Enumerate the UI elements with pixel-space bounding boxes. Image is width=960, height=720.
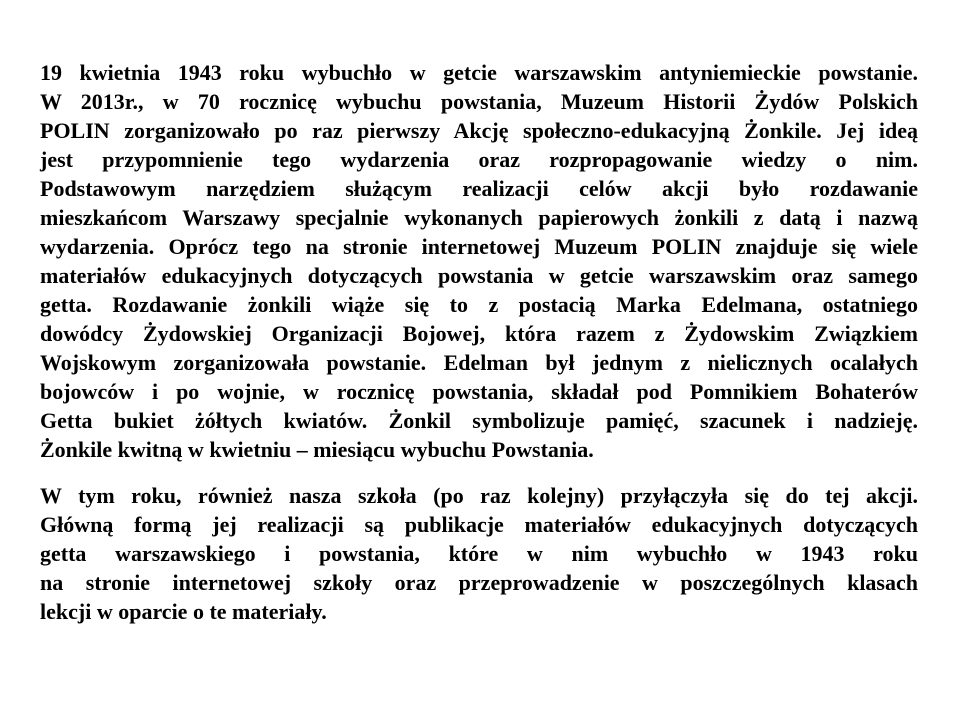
text-line: Podstawowym narzędziem służącym realizacji celów akcji było rozdawanie xyxy=(40,176,918,201)
text-line: bojowców i po wojnie, w rocznicę powstania, składał pod Pomnikiem Bohaterów xyxy=(40,379,918,404)
text-line: Główną formą jej realizacji są publikacje materiałów edukacyjnych dotyczących xyxy=(40,512,918,537)
text-line: lekcji w oparcie o te materiały. xyxy=(40,599,327,624)
text-line: wydarzenia. Oprócz tego na stronie internetowej Muzeum POLIN znajduje się wiele xyxy=(40,234,918,259)
text-line: Wojskowym zorganizowała powstanie. Edelman był jednym z nielicznych ocalałych xyxy=(40,350,918,375)
text-line: materiałów edukacyjnych dotyczących powstania w getcie warszawskim oraz samego xyxy=(40,263,918,288)
text-line: jest przypomnienie tego wydarzenia oraz rozpropagowanie wiedzy o nim. xyxy=(40,147,918,172)
text-line: dowódcy Żydowskiej Organizacji Bojowej, która razem z Żydowskim Związkiem xyxy=(40,321,918,346)
paragraph-school-participation xyxy=(40,481,918,626)
text-line: Żonkile kwitną w kwietniu – miesiącu wybuchu Powstania. xyxy=(40,437,594,462)
text-line: W tym roku, również nasza szkoła (po raz kolejny) przyłączyła się do tej akcji. xyxy=(40,483,918,508)
text-line: getta. Rozdawanie żonkili wiąże się to z postacią Marka Edelmana, ostatniego xyxy=(40,292,918,317)
text-line: Getta bukiet żółtych kwiatów. Żonkil symbolizuje pamięć, szacunek i nadzieję. xyxy=(40,408,918,433)
paragraph-history-of-zonkile-action xyxy=(40,58,918,464)
text-line: 19 kwietnia 1943 roku wybuchło w getcie warszawskim antyniemieckie powstanie. xyxy=(40,60,918,85)
text-line: mieszkańcom Warszawy specjalnie wykonanych papierowych żonkili z datą i nazwą xyxy=(40,205,918,230)
text-line: W 2013r., w 70 rocznicę wybuchu powstania, Muzeum Historii Żydów Polskich xyxy=(40,89,918,114)
text-block xyxy=(40,58,918,643)
text-line: na stronie internetowej szkoły oraz przeprowadzenie w poszczególnych klasach xyxy=(40,570,918,595)
text-line: POLIN zorganizowało po raz pierwszy Akcję społeczno-edukacyjną Żonkile. Jej ideą xyxy=(40,118,918,143)
text-line: getta warszawskiego i powstania, które w nim wybuchło w 1943 roku xyxy=(40,541,918,566)
